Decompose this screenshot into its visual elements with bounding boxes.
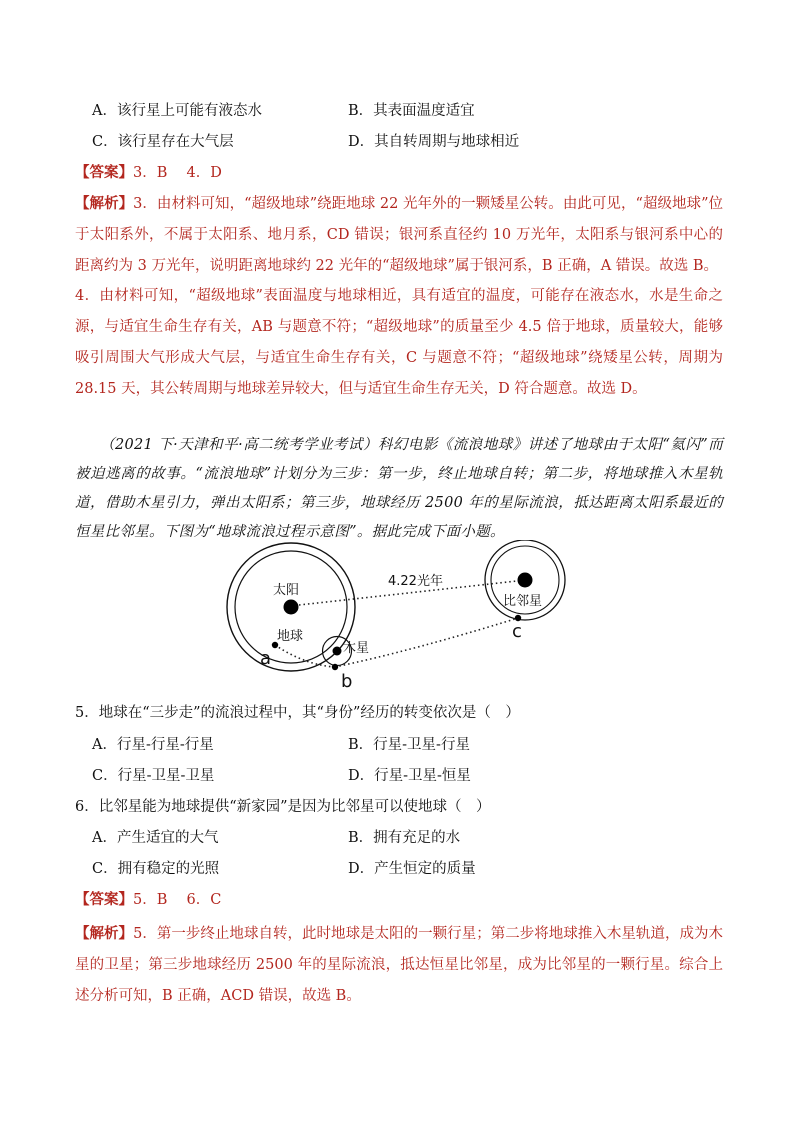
q5-option-b: B．行星-卫星-行星 — [348, 737, 470, 753]
jupiter-dot — [333, 647, 342, 656]
path-a-to-b — [275, 645, 335, 667]
q4-option-d: D．其自转周期与地球相近 — [348, 134, 520, 150]
proxima-label: 比邻星 — [503, 594, 543, 609]
q5-option-a: A．行星-行星-行星 — [92, 737, 214, 753]
analysis-4: 4．由材料可知，“超级地球”表面温度与地球相近，具有适宜的温度，可能存在液态水，水是生命之源，与适宜生命生存有关，AB 与题意不符；“超级地球”的质量至少 4.5 倍于地球，质量较大，能够吸引周围大气形成大气层，与适宜生命生存有关，C 与题意不符；“超级地球”绕矮星公转，周期为 28.15 天，其公转周期与地球差异较大，但与适宜生命生存无关，D 符合题意。故选 D。 — [75, 288, 723, 397]
q6-option-d: D．产生恒定的质量 — [348, 861, 476, 877]
analysis-label: 【解析】 — [75, 925, 134, 942]
earth-wandering-diagram — [215, 540, 585, 690]
q5-option-d: D．行星-卫星-恒星 — [348, 768, 471, 784]
q6-option-a: A．产生适宜的大气 — [92, 830, 219, 846]
q6-option-b: B．拥有充足的水 — [348, 830, 461, 846]
answer-label: 【答案】 — [75, 164, 133, 181]
sun-label: 太阳 — [273, 583, 300, 598]
point-c-label: c — [512, 621, 522, 642]
analysis-label: 【解析】 — [75, 195, 134, 212]
q4-option-c: C．该行星存在大气层 — [92, 134, 234, 150]
answer-text: 3．B 4．D — [133, 165, 222, 181]
analysis-3 — [75, 188, 723, 282]
q4-option-b: B．其表面温度适宜 — [348, 103, 475, 119]
point-a-label: a — [260, 648, 272, 669]
jupiter-label: 木星 — [343, 641, 370, 656]
earth-label: 地球 — [277, 629, 304, 644]
analysis-5-text: 5．第一步终止地球自转，此时地球是太阳的一颗行星；第二步将地球推入木星轨道，成为木星的卫星；第三步地球经历 2500 年的星际流浪，抵达恒星比邻星，成为比邻星的一颗行星。综合上述分析可知，B 正确，ACD 错误，故选 B。 — [75, 926, 723, 1004]
q6-option-c: C．拥有稳定的光照 — [92, 861, 220, 877]
material-paragraph: （2021 下·天津和平·高二统考学业考试）科幻电影《流浪地球》讲述了地球由于太阳“氦闪”而被迫逃离的故事。“流浪地球”计划分为三步：第一步，终止地球自转；第二步，将地球推入木星轨道，借助木星引力，弹出太阳系；第三步，地球经历 2500 年的星际流浪，抵达距离太阳系最近的恒星比邻星。下图为“地球流浪过程示意图”。据此完成下面小题。 — [75, 437, 723, 540]
proxima-dot — [518, 573, 533, 588]
q6-stem: 6．比邻星能为地球提供“新家园”是因为比邻星可以使地球（ ） — [75, 799, 491, 815]
point-b-label: b — [341, 671, 353, 690]
q4-option-a: A．该行星上可能有液态水 — [92, 103, 262, 119]
answer-block-2 — [75, 890, 221, 910]
q5-stem: 5．地球在“三步走”的流浪过程中，其“身份”经历的转变依次是（ ） — [75, 705, 520, 721]
analysis-3-text: 3．由材料可知，“超级地球”绕距地球 22 光年外的一颗矮星公转。由此可见，“超级地球”位于太阳系外，不属于太阳系、地月系，CD 错误；银河系直径约 10 万光年，太阳系与银河系中心的距离约为 3 万光年，说明距离地球约 22 光年的“超级地球”属于银河系，B 正确，A 错误。故选 B。 — [75, 196, 724, 274]
sun-dot — [284, 600, 299, 615]
point-b-dot — [332, 664, 338, 670]
answer-label: 【答案】 — [75, 891, 133, 908]
distance-label: 4.22光年 — [388, 574, 443, 589]
answer-block-1 — [75, 163, 222, 183]
analysis-5 — [75, 918, 723, 1012]
q5-option-c: C．行星-卫星-卫星 — [92, 768, 215, 784]
answer-text: 5．B 6．C — [133, 892, 222, 908]
